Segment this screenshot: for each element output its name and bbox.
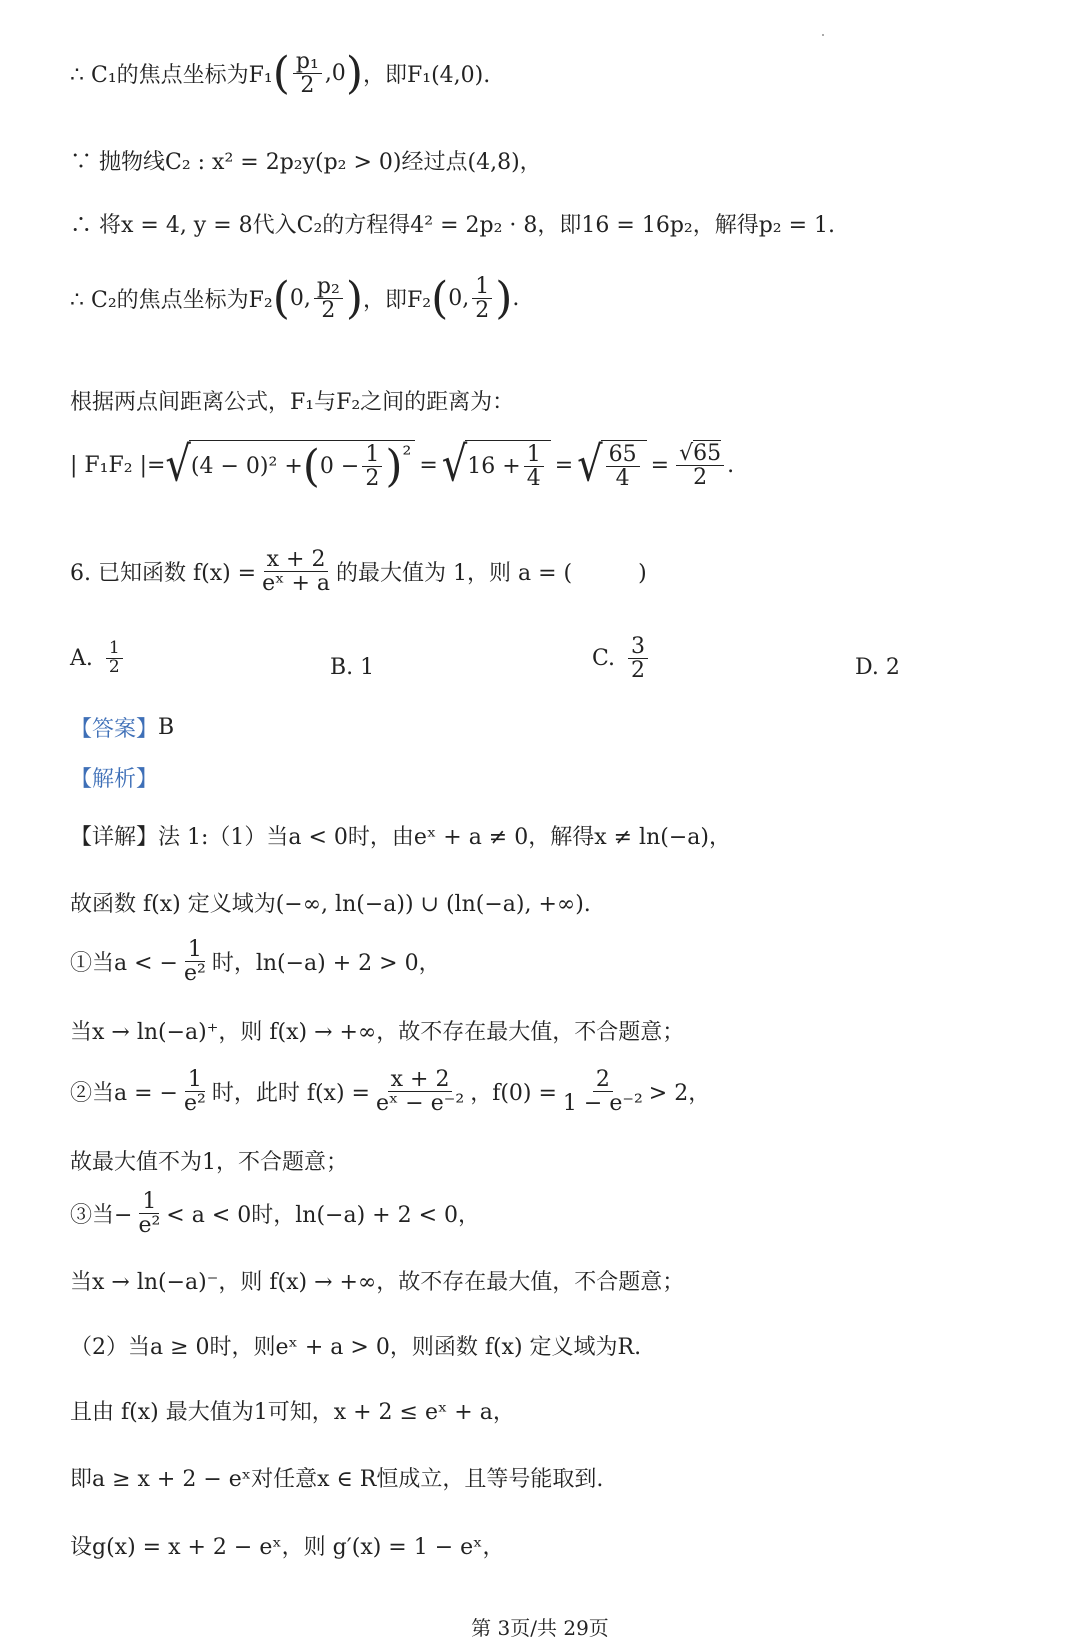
line-substitute: [70, 208, 835, 239]
fraction-p2-2: [314, 275, 343, 322]
fraction-fx: [259, 548, 333, 595]
answer-line: [70, 712, 174, 743]
paren-open: (: [302, 440, 320, 492]
denominator: 2: [365, 466, 380, 492]
fraction-65-4: [606, 443, 640, 490]
exponent: ²: [402, 443, 412, 468]
numerator: p₂: [314, 275, 343, 299]
numerator: 1: [524, 443, 544, 467]
detail-line-10: [70, 1395, 515, 1426]
numerator: 1: [185, 1068, 205, 1092]
text: .: [727, 452, 735, 478]
text: 时，ln(−a) + 2 > 0，: [211, 951, 441, 977]
fraction-3-2: [628, 635, 648, 682]
denominator: 2: [475, 298, 490, 324]
denominator: 2: [321, 298, 336, 324]
text: 0 −: [319, 454, 360, 480]
detail-line-3: [70, 938, 441, 985]
denominator: 2: [300, 73, 315, 99]
text: ∵ 抛物线C₂ : x² = 2p₂y(p₂ > 0)经过点(4,8)，: [70, 150, 542, 175]
fraction-f0: [560, 1068, 646, 1115]
numerator: 65: [606, 443, 640, 467]
text: ③当−: [70, 1203, 133, 1229]
detail-line-5: [70, 1068, 710, 1115]
paren-close: ): [345, 47, 363, 99]
radicand: [465, 440, 550, 490]
paren-close: ): [385, 440, 403, 492]
denominator: 1 − e⁻²: [562, 1091, 643, 1117]
answer-tag: 【答案】: [70, 717, 159, 742]
radicand: [601, 440, 647, 490]
text: 0,: [448, 286, 470, 312]
text: =: [650, 452, 670, 478]
numerator: 1: [185, 938, 205, 962]
line-f1-focus: [70, 47, 491, 99]
text: < a < 0时，ln(−a) + 2 < 0，: [166, 1203, 480, 1229]
numerator: 1: [106, 640, 123, 659]
denominator: e²: [183, 961, 206, 987]
fraction-sqrt65-2: [676, 442, 724, 489]
radical-sign: √: [441, 437, 468, 493]
option-a: [70, 640, 126, 677]
option-text: D. 2: [855, 655, 900, 680]
text: 根据两点间距离公式，F₁与F₂之间的距离为：: [70, 390, 515, 415]
fraction-1-2: [362, 443, 382, 490]
text: =: [419, 452, 438, 478]
text: 故最大值不为1，不合题意；: [70, 1150, 348, 1175]
sqrt-65-4: [577, 437, 647, 493]
line-parabola-c2: [70, 145, 542, 176]
denominator: 2: [693, 464, 708, 490]
text: ∴ C₂的焦点坐标为F₂: [70, 288, 273, 314]
analysis-tag: 【解析】: [70, 767, 159, 792]
fraction-1-e2: [181, 938, 209, 985]
text: > 2，: [648, 1081, 711, 1107]
numerator: 1: [472, 275, 492, 299]
denominator: 2: [631, 658, 646, 684]
page-footer: 第 3页/共 29页: [471, 1616, 609, 1640]
analysis-line: [70, 762, 158, 793]
detail-line-12: [70, 1530, 505, 1561]
text: | F₁F₂ |=: [70, 452, 166, 478]
paren-close: ): [345, 272, 363, 324]
sqrt-outer: [165, 437, 415, 493]
denominator: e²: [138, 1213, 161, 1239]
radical-sign: √: [165, 437, 191, 493]
text: =: [554, 452, 574, 478]
speck: [822, 34, 824, 36]
option-label: A.: [70, 645, 93, 671]
denominator: 4: [526, 466, 541, 492]
numerator: 3: [628, 635, 648, 659]
radicand: [189, 440, 415, 490]
fraction-1-4: [524, 443, 544, 490]
paren-close: ): [495, 272, 513, 324]
detail-line-4: [70, 1015, 684, 1046]
text: 设g(x) = x + 2 − eˣ，则 g′(x) = 1 − eˣ，: [70, 1535, 505, 1560]
option-d: [855, 655, 900, 680]
option-b: [330, 655, 374, 680]
radical-sign: √: [577, 437, 603, 493]
text: 当x → ln(−a)⁺，则 f(x) → +∞，故不存在最大值，不合题意；: [70, 1020, 685, 1045]
detail-line-9: [70, 1330, 641, 1361]
denominator: eˣ + a: [262, 571, 331, 597]
answer-value: B: [158, 715, 175, 740]
line-distance-formula: [70, 437, 735, 493]
line-distance-intro: [70, 385, 514, 416]
paren-open: (: [431, 272, 449, 324]
numerator: 1: [139, 1190, 159, 1214]
fraction-fx-case2: [373, 1068, 467, 1115]
text: ，即F₂: [362, 288, 432, 314]
denominator: e²: [183, 1091, 206, 1117]
fraction-1-2: [106, 640, 123, 677]
detail-line-7: [70, 1190, 480, 1237]
text: (4 − 0)² +: [190, 454, 303, 480]
option-text: B. 1: [330, 655, 375, 680]
question-6: [70, 548, 647, 595]
radicand: 65: [693, 440, 722, 466]
detail-line-11: [70, 1462, 603, 1493]
paren-open: (: [272, 47, 290, 99]
text: 16 +: [467, 454, 521, 480]
detail-line-8: [70, 1265, 684, 1296]
detail-line-1: [70, 820, 731, 851]
numerator: x + 2: [388, 1068, 453, 1092]
text: ，f(0) =: [470, 1081, 557, 1107]
text: 时，此时 f(x) =: [211, 1081, 370, 1107]
text: （2）当a ≥ 0时，则eˣ + a > 0，则函数 f(x) 定义域为R.: [70, 1335, 642, 1360]
option-label: C.: [592, 646, 616, 672]
detail-line-6: [70, 1145, 348, 1176]
text: ∴ 将x = 4, y = 8代入C₂的方程得4² = 2p₂ · 8，即16 = 16p₂，解得p₂ = 1.: [70, 213, 836, 238]
denominator: 2: [108, 656, 120, 677]
fraction-1-e2: [181, 1068, 209, 1115]
paren-open: (: [272, 272, 290, 324]
fraction-p1-2: [293, 50, 322, 97]
numerator: x + 2: [264, 548, 329, 572]
line-f2-focus: [70, 272, 520, 324]
text: ②当a = −: [70, 1081, 178, 1107]
text: ∴ C₁的焦点坐标为F₁: [70, 63, 273, 89]
text: 【详解】法 1:（1）当a < 0时，由eˣ + a ≠ 0，解得x ≠ ln(−a)，: [70, 825, 731, 850]
text: 故函数 f(x) 定义域为(−∞, ln(−a)) ∪ (ln(−a), +∞).: [70, 892, 591, 917]
text: 当x → ln(−a)⁻，则 f(x) → +∞，故不存在最大值，不合题意；: [70, 1270, 685, 1295]
denominator: 4: [615, 466, 630, 492]
text: ，即F₁(4,0).: [362, 63, 491, 89]
numerator: p₁: [293, 50, 322, 74]
numerator: √65: [676, 442, 724, 466]
text: .: [512, 286, 520, 312]
text: 0,: [289, 286, 311, 312]
numerator: 2: [593, 1068, 613, 1092]
fraction-1-2: [472, 275, 492, 322]
denominator: eˣ − e⁻²: [375, 1091, 465, 1117]
sqrt-middle: [441, 437, 551, 493]
text: 且由 f(x) 最大值为1可知，x + 2 ≤ eˣ + a，: [70, 1400, 515, 1425]
option-c: [592, 635, 651, 682]
detail-line-2: [70, 887, 591, 918]
question-text: 6. 已知函数 f(x) =: [70, 561, 257, 587]
numerator: 1: [362, 443, 382, 467]
text: 即a ≥ x + 2 − eˣ对任意x ∈ R恒成立，且等号能取到.: [70, 1467, 604, 1492]
text: ①当a < −: [70, 951, 178, 977]
fraction-1-e2: [135, 1190, 163, 1237]
question-text: 的最大值为 1，则 a = ( ): [336, 561, 647, 587]
text: ,0: [324, 61, 346, 87]
